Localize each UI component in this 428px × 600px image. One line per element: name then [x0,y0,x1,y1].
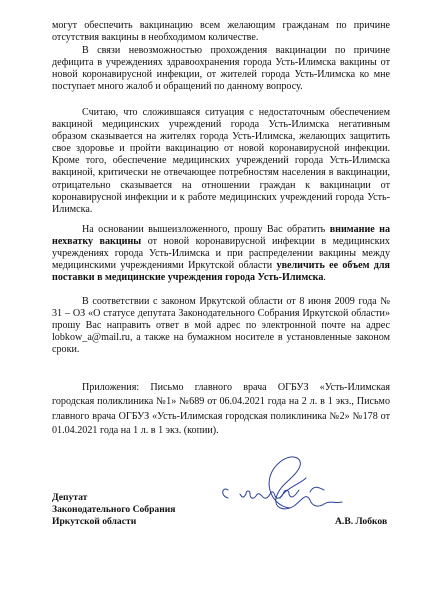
signer-name: А.В. Лобков [335,516,388,527]
request-bold-2: увеличить ее объем для поставки в медицинские учреждения города Усть-Илимска [52,260,390,284]
paragraph-situation: Считаю, что сложившаяся ситуация с недостаточным обеспечением вакциной медицинских учреждений города Усть-Илимска негативным образом сказывается на жителях города Усть-Илимска, желающих защитить свое здоровье и пройти вакцинацию от новой коронавирусной инфекции. Кроме того, обеспечение медицинских учреждений города Усть-Илимска вакциной, критически не отвечающее потребностям населения в вакцинации, отрицательно сказывается на отношении граждан к вакцинации от коронавирусной инфекции и к работе медицинских учреждений города Усть-Илимска. [52,107,390,215]
signer-position: Депутат [52,492,88,503]
paragraph-law: В соответствии с законом Иркутской области от 8 июня 2009 года № 31 – ОЗ «О статусе депутата Законодательного Собрания Иркутской области» прошу Вас направить ответ в мой адрес по электронной почте на адрес lobkow_a@mail.ru, а также на бумажном носителе в установленные законом сроки. [52,296,390,356]
signature-block [52,492,175,528]
paragraph-intro: могут обеспечить вакцинацию всем желающим гражданам по причине отсутствия вакцины в необходимом количестве. [52,20,390,44]
request-bold-1: внимание на нехватку вакцины [52,224,391,248]
request-text-3: . [323,272,326,284]
paragraph-complaints: В связи невозможностью прохождения вакцинации по причине дефицита в учреждениях здравоохранения города Усть-Илимска вакцины от новой коронавирусной инфекции, от жителей города Усть-Илимска ко мне поступает много жалоб и обращений по данному вопросу. [52,45,390,93]
request-text-1: На основании вышеизложенного, прошу Вас обратить [82,224,330,235]
request-text-2: от новой коронавирусной инфекции в медицинских учреждениях города Усть-Илимска и при распределении вакцины между медицинскими учреждениями Иркутской области [52,236,390,272]
signer-region: Иркутской области [52,516,137,527]
signer-organization: Законодательного Собрания [52,504,176,515]
paragraph-attachments: Приложения: Письмо главного врача ОГБУЗ «Усть-Илимская городская поликлиника №1» №689 от 06.04.2021 года на 2 л. в 1 экз., Письмо главного врача ОГБУЗ «Усть-Илимская городская поликлиника №2» №178 от 01.04.2021 года на 1 л. в 1 экз. (копии). [52,382,390,437]
paragraph-request [52,224,390,284]
